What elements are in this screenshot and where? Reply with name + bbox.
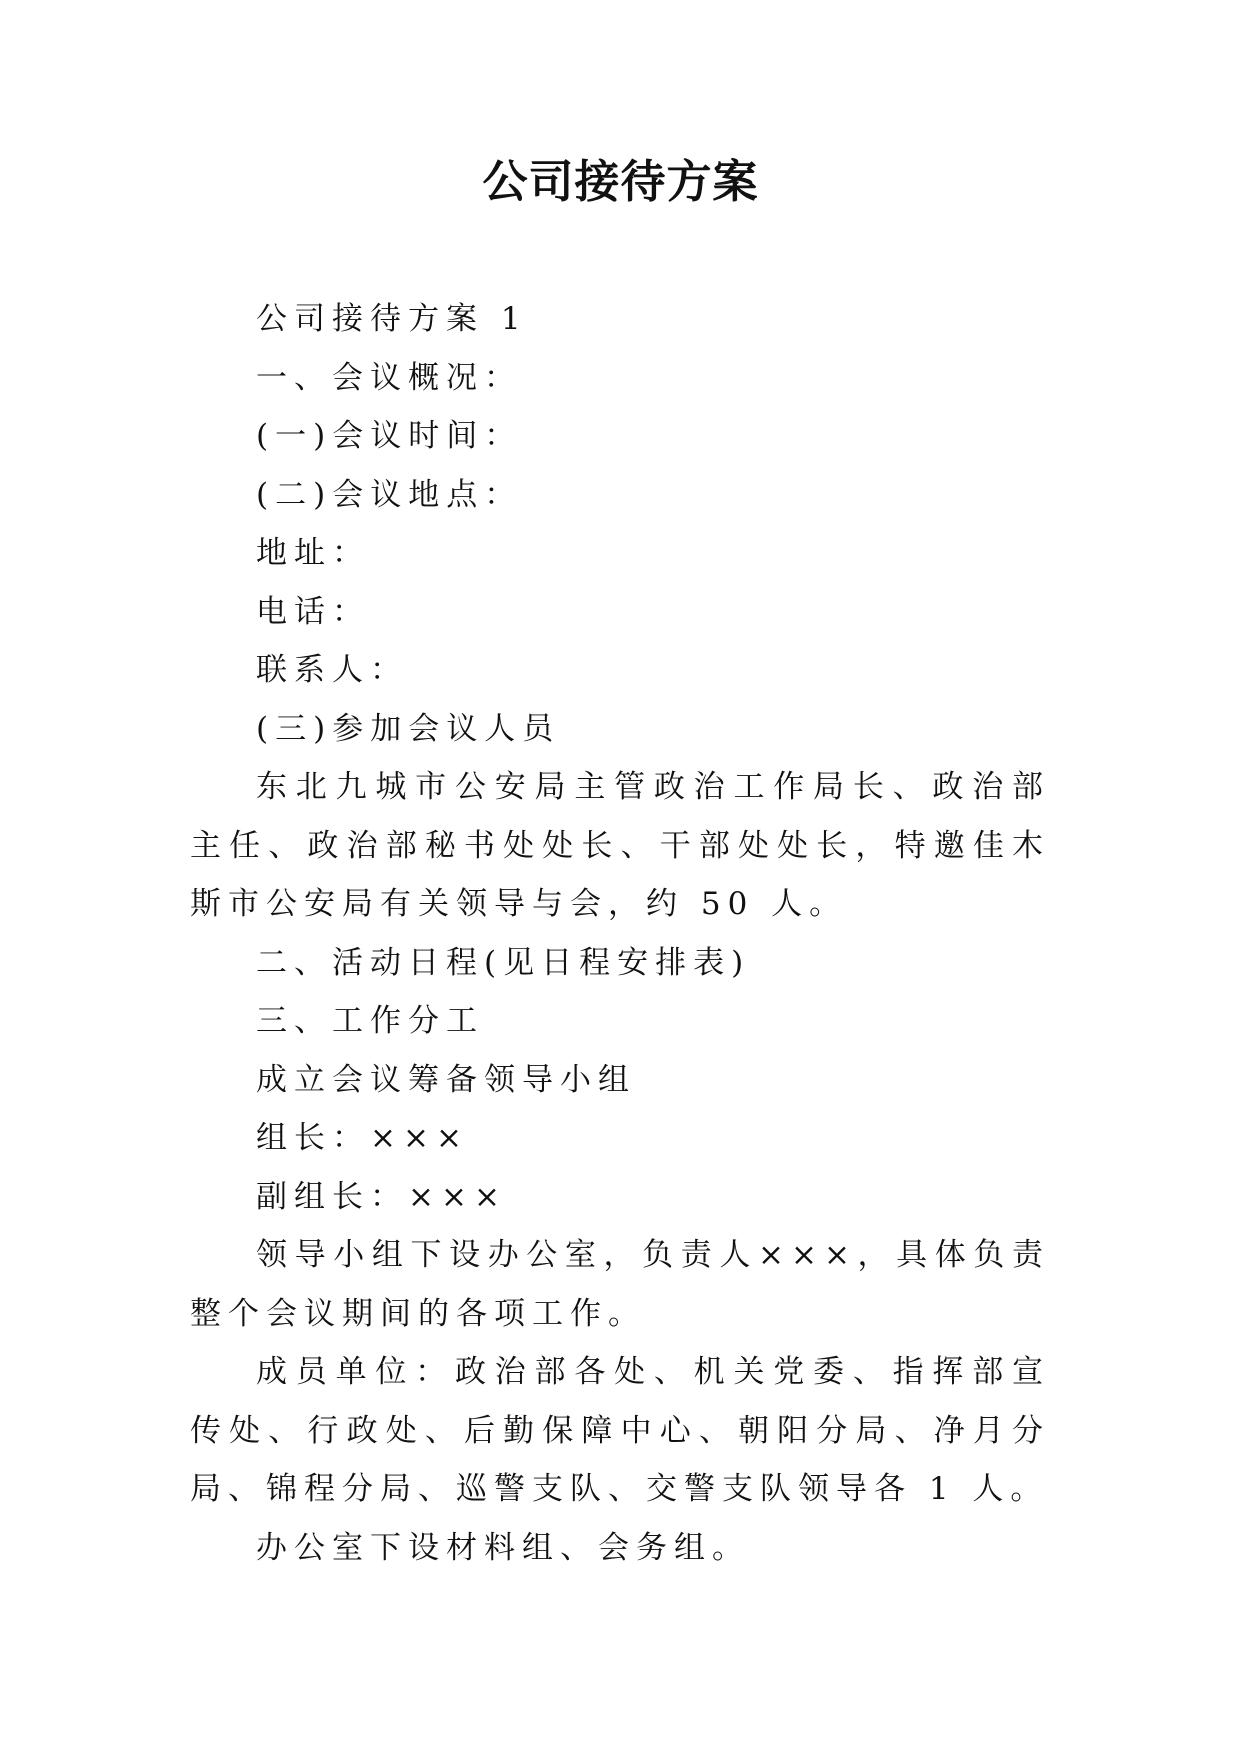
- paragraph: 地址：: [256, 535, 370, 571]
- paragraph: 领导小组下设办公室，负责人×××，具体负责整个会议期间的各项工作。: [190, 1237, 1051, 1332]
- paragraph: (三)参加会议人员: [256, 710, 561, 747]
- section-heading: 三、工作分工: [256, 1003, 484, 1039]
- paragraph: (一)会议时间：: [256, 418, 523, 454]
- paragraph: 办公室下设材料组、会务组。: [256, 1529, 750, 1566]
- paragraph: 副组长：×××: [256, 1178, 507, 1215]
- section-heading: 二、活动日程(见日程安排表): [256, 944, 751, 981]
- paragraph: 电话：: [256, 593, 370, 630]
- section-heading: 一、会议概况：: [256, 359, 522, 396]
- paragraph: 组长：×××: [256, 1120, 469, 1156]
- document-body: [190, 290, 1050, 1577]
- paragraph: 成立会议筹备领导小组: [256, 1061, 636, 1098]
- paragraph: (二)会议地点：: [256, 476, 523, 513]
- paragraph: 公司接待方案 1: [256, 301, 528, 337]
- paragraph: 成员单位：政治部各处、机关党委、指挥部宣传处、行政处、后勤保障中心、朝阳分局、净月分局、锦程分局、巡警支队、交警支队领导各 1 人。: [190, 1354, 1050, 1507]
- paragraph: 东北九城市公安局主管政治工作局长、政治部主任、政治部秘书处处长、干部处处长，特邀佳木斯市公安局有关领导与会，约 50 人。: [190, 769, 1050, 922]
- document-title: 公司接待方案: [482, 155, 759, 208]
- paragraph: 联系人：: [256, 652, 408, 688]
